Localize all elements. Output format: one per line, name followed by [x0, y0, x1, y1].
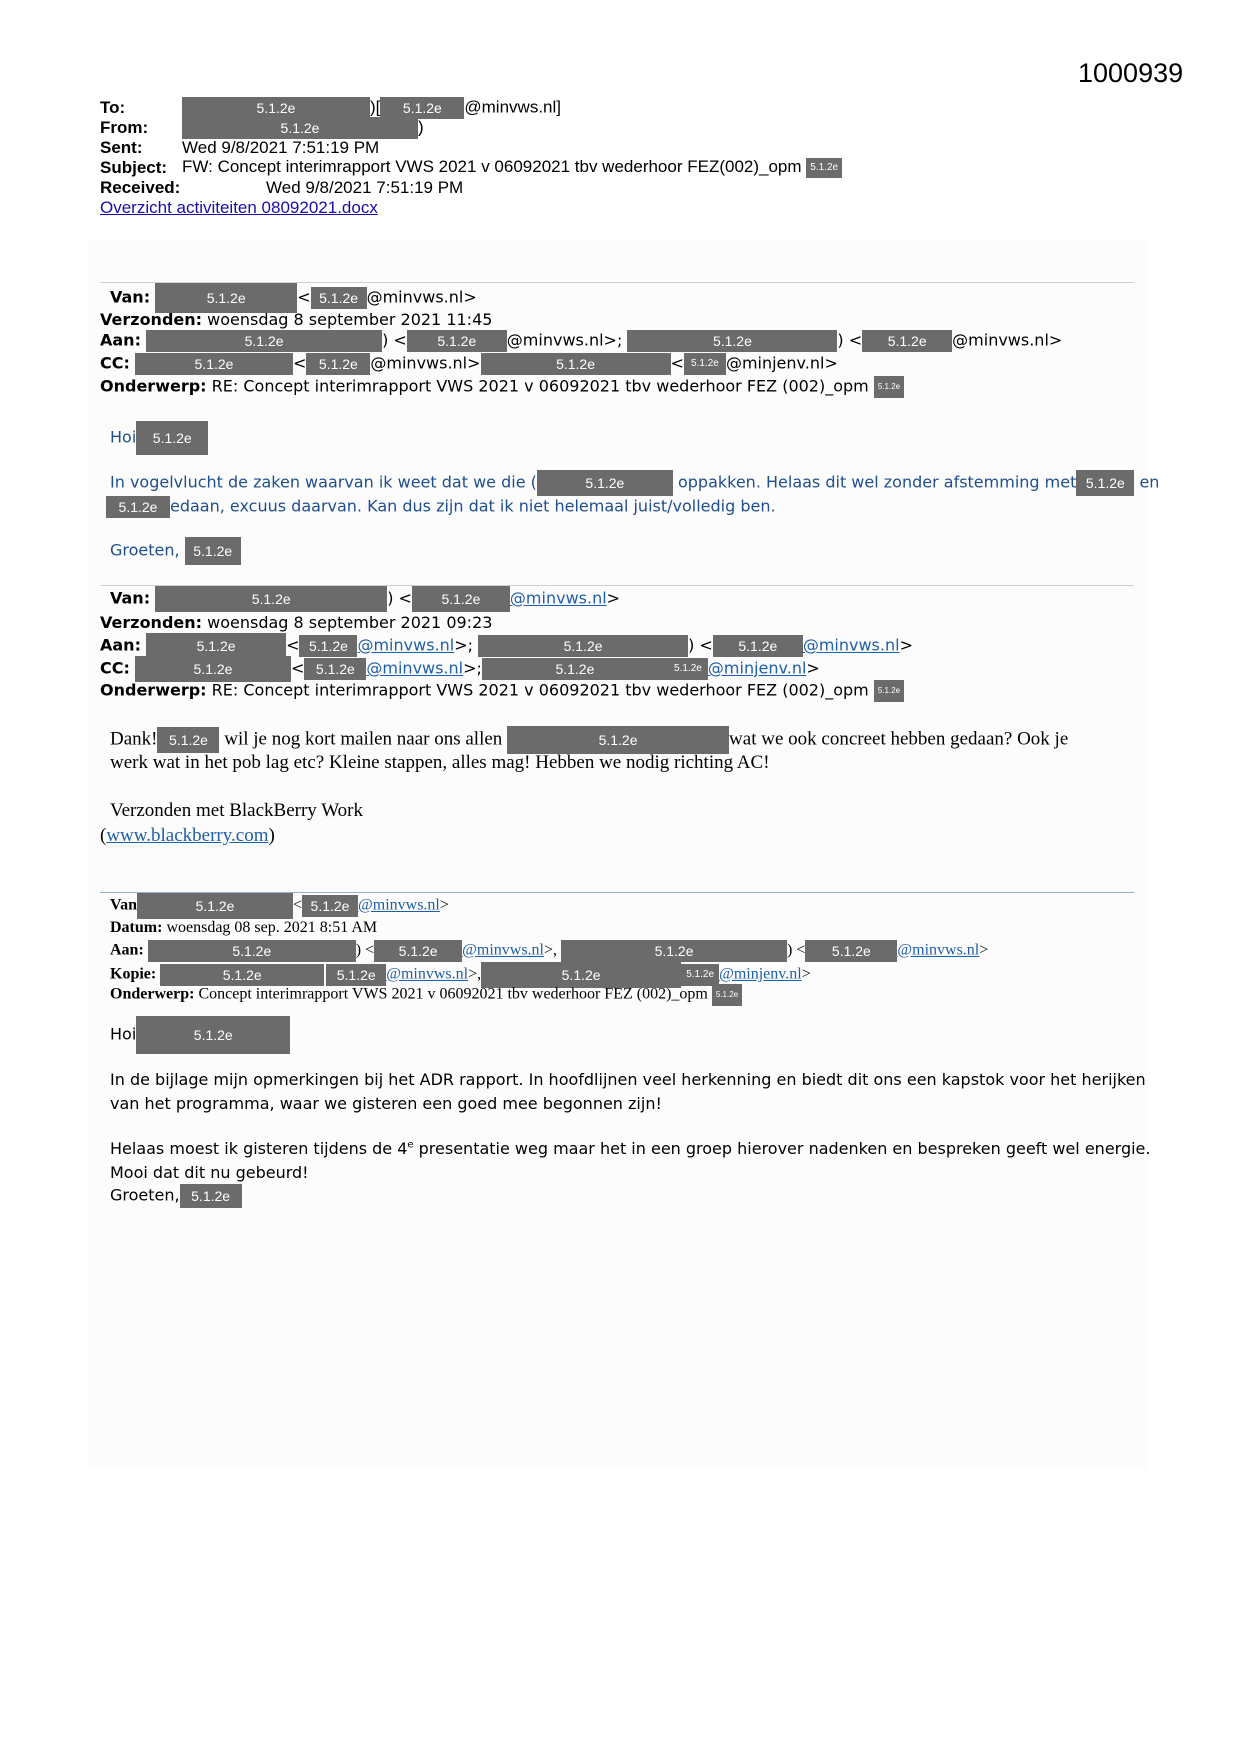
- email-link[interactable]: @minvws.nl: [366, 658, 464, 678]
- from-label: From:: [100, 118, 149, 137]
- subject-label: Subject:: [100, 158, 168, 177]
- email-link[interactable]: @minjenv.nl: [719, 965, 802, 983]
- email1-closing: Groeten, 5.1.2e: [110, 537, 241, 565]
- blackberry-link[interactable]: www.blackberry.com: [106, 825, 269, 846]
- email1-greeting: Hoi 5.1.2e: [110, 421, 208, 455]
- email3-datum-row: Datum: woensdag 08 sep. 2021 8:51 AM: [110, 919, 378, 936]
- redaction-box: 5.1.2e: [380, 97, 464, 119]
- email2-body-line1: Dank! 5.1.2e wil je nog kort mailen naar ons allen 5.1.2e wat we ook concreet hebben gedaan? Ook je: [110, 726, 1068, 754]
- redaction-box: 5.1.2e: [135, 353, 293, 375]
- email-link[interactable]: @minvws.nl: [509, 588, 607, 608]
- email1-cc-row: CC: 5.1.2e < 5.1.2e @minvws.nl> 5.1.2e < 5.1.2e @minjenv.nl>: [100, 353, 838, 375]
- redaction-box: 5.1.2e: [304, 658, 366, 680]
- redaction-box: 5.1.2e: [482, 658, 668, 680]
- redaction-box: 5.1.2e: [146, 330, 382, 352]
- email3-kopie-row: Kopie: 5.1.2e 5.1.2e @minvws.nl>, 5.1.2e 5.1.2e @minjenv.nl>: [110, 962, 811, 988]
- redaction-box: 5.1.2e: [182, 117, 418, 139]
- redaction-box: 5.1.2e: [326, 964, 386, 986]
- redaction-box: 5.1.2e: [148, 940, 356, 962]
- redaction-box: 5.1.2e: [374, 940, 462, 962]
- redaction-box: 5.1.2e: [537, 470, 673, 496]
- redaction-box: 5.1.2e: [146, 633, 286, 659]
- redaction-box: 5.1.2e: [185, 537, 241, 565]
- redaction-box: 5.1.2e: [481, 353, 671, 375]
- to-domain: @minvws.nl]: [464, 97, 561, 117]
- email-link[interactable]: @minvws.nl: [462, 941, 544, 959]
- email-link[interactable]: @minvws.nl: [357, 635, 455, 655]
- email3-body-line3: Helaas moest ik gisteren tijdens de 4e presentatie weg maar het in een groep hierover nadenken en bespreken geeft wel energie.: [110, 1139, 1151, 1158]
- email3-van-row: Van 5.1.2e < 5.1.2e @minvws.nl>: [110, 893, 449, 919]
- email2-body-line2: werk wat in het pob lag etc? Kleine stappen, alles mag! Hebben we nodig richting AC!: [110, 752, 770, 773]
- redaction-box: 5.1.2e: [157, 727, 219, 753]
- email2-onderwerp-row: Onderwerp: RE: Concept interimrapport VWS 2021 v 06092021 tbv wederhoor FEZ (002)_opm 5.1.2e: [100, 680, 904, 702]
- to-label: To:: [100, 98, 126, 117]
- sent-value: Wed 9/8/2021 7:51:19 PM: [182, 138, 380, 157]
- redaction-box: 5.1.2e: [1076, 470, 1134, 496]
- redaction-box: 5.1.2e: [412, 586, 510, 612]
- redaction-box: 5.1.2e: [713, 635, 803, 657]
- redaction-box: 5.1.2e: [299, 635, 357, 657]
- received-value: Wed 9/8/2021 7:51:19 PM: [266, 178, 464, 197]
- redaction-box: 5.1.2e: [627, 330, 837, 352]
- redaction-box: 5.1.2e: [136, 1016, 290, 1054]
- email-link[interactable]: @minvws.nl: [802, 635, 900, 655]
- email3-onderwerp-row: Onderwerp: Concept interimrapport VWS 2021 v 06092021 tbv wederhoor FEZ (002)_opm 5.1.2e: [110, 984, 742, 1006]
- attachment-link[interactable]: Overzicht activiteiten 08092021.docx: [100, 198, 378, 217]
- redaction-box: 5.1.2e: [160, 964, 324, 986]
- subject-value: FW: Concept interimrapport VWS 2021 v 06092021 tbv wederhoor FEZ(002)_opm: [182, 157, 802, 176]
- email-link[interactable]: @minvws.nl: [897, 941, 980, 959]
- redaction-box: 5.1.2e: [507, 726, 729, 754]
- received-label: Received:: [100, 178, 181, 197]
- redaction-box: 5.1.2e: [805, 940, 897, 962]
- redaction-box: 5.1.2e: [106, 496, 170, 518]
- redaction-box: 5.1.2e: [137, 893, 293, 919]
- email1-van-row: Van: 5.1.2e < 5.1.2e @minvws.nl>: [110, 283, 477, 313]
- redaction-box: 5.1.2e: [155, 586, 387, 612]
- email3-body-line1: In de bijlage mijn opmerkingen bij het ADR rapport. In hoofdlijnen veel herkenning en biedt dit ons een kapstok voor het herijken: [110, 1070, 1146, 1089]
- redaction-box: 5.1.2e: [407, 330, 507, 352]
- sent-label: Sent:: [100, 138, 143, 157]
- redaction-box: 5.1.2e: [668, 658, 708, 680]
- redaction-box: 5.1.2e: [874, 680, 904, 702]
- email-link[interactable]: @minjenv.nl: [707, 658, 807, 678]
- email3-body-line4: Mooi dat dit nu gebeurd!: [110, 1163, 309, 1182]
- redaction-box: 5.1.2e: [311, 287, 367, 309]
- redaction-box: 5.1.2e: [874, 376, 904, 398]
- redaction-box: 5.1.2e: [806, 158, 842, 178]
- email2-van-row: Van: 5.1.2e ) < 5.1.2e @minvws.nl>: [110, 586, 620, 612]
- redaction-box: 5.1.2e: [306, 353, 370, 375]
- email-link[interactable]: @minvws.nl: [386, 965, 469, 983]
- email1-verzonden-row: Verzonden: woensdag 8 september 2021 11:45: [100, 310, 493, 329]
- redaction-box: 5.1.2e: [180, 1184, 242, 1208]
- redaction-box: 5.1.2e: [135, 656, 291, 682]
- email1-onderwerp-row: Onderwerp: RE: Concept interimrapport VWS 2021 v 06092021 tbv wederhoor FEZ (002)_opm 5.1.2e: [100, 376, 904, 398]
- redaction-box: 5.1.2e: [302, 895, 358, 917]
- redaction-box: 5.1.2e: [478, 635, 688, 657]
- email3-closing: Groeten, 5.1.2e: [110, 1184, 242, 1208]
- redaction-box: 5.1.2e: [561, 940, 787, 962]
- email1-body-line1: In vogelvlucht de zaken waarvan ik weet dat we die ( 5.1.2e oppakken. Helaas dit wel zonder afstemming met 5.1.2e en: [110, 470, 1159, 496]
- email3-body-line2: van het programma, waar we gisteren een goed mee begonnen zijn!: [110, 1094, 662, 1113]
- redaction-box: 5.1.2e: [862, 330, 952, 352]
- email1-aan-row: Aan: 5.1.2e ) < 5.1.2e @minvws.nl>; 5.1.2e ) < 5.1.2e @minvws.nl>: [100, 330, 1062, 352]
- email2-aan-row: Aan: 5.1.2e < 5.1.2e @minvws.nl>; 5.1.2e ) < 5.1.2e @minvws.nl>: [100, 633, 913, 659]
- redaction-box: 5.1.2e: [712, 984, 742, 1006]
- email2-signature: Verzonden met BlackBerry Work: [110, 800, 363, 821]
- email2-signature-link-row: (www.blackberry.com): [100, 825, 275, 846]
- redaction-box: 5.1.2e: [182, 97, 370, 119]
- email3-aan-row: Aan: 5.1.2e ) < 5.1.2e @minvws.nl>, 5.1.2e ) < 5.1.2e @minvws.nl>: [110, 940, 988, 962]
- email3-greeting: Hoi 5.1.2e: [110, 1016, 290, 1054]
- email-link[interactable]: @minvws.nl: [358, 896, 440, 914]
- email2-cc-row: CC: 5.1.2e < 5.1.2e @minvws.nl>; 5.1.2e 5.1.2e @minjenv.nl>: [100, 656, 820, 682]
- redaction-box: 5.1.2e: [684, 353, 726, 375]
- document-number: 1000939: [1078, 58, 1184, 88]
- redaction-box: 5.1.2e: [481, 962, 681, 988]
- page-background: [88, 240, 1151, 1470]
- email2-verzonden-row: Verzonden: woensdag 8 september 2021 09:23: [100, 613, 493, 632]
- redaction-box: 5.1.2e: [136, 421, 208, 455]
- redaction-box: 5.1.2e: [681, 964, 719, 986]
- redaction-box: 5.1.2e: [155, 283, 297, 313]
- email1-body-line2: 5.1.2e edaan, excuus daarvan. Kan dus zijn dat ik niet helemaal juist/volledig ben.: [106, 496, 776, 518]
